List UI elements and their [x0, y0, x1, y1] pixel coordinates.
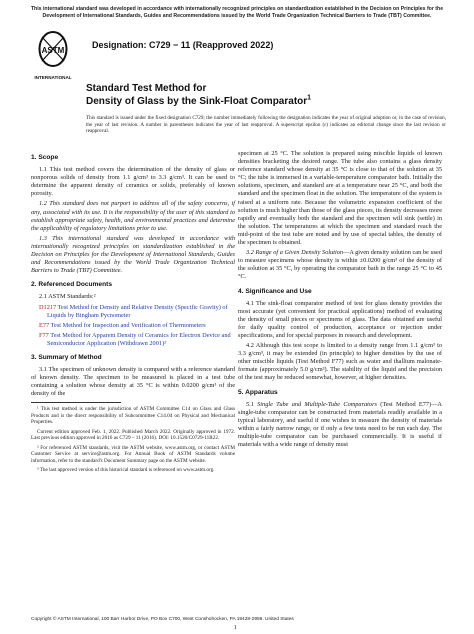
logo-subtitle: INTERNATIONAL: [34, 75, 72, 80]
reference-item[interactable]: [39, 304, 235, 320]
reference-title: Test Method for Density and Relative Density (Specific Gravity) of Liquids by Bingham Pycnometer: [47, 303, 228, 319]
page-number: 1: [234, 625, 237, 631]
tbt-notice: This international standard was developed in accordance with internationally recognized principles on standardization established in the Decision on Principles for the Development of International Standards, Guides and Recommendations issued by the World Trade Organization Technical Barriers to Trade (TBT) Committee.: [30, 6, 444, 19]
paragraph-3-1-continued: specimen at 25 °C. The solution is prepared using miscible liquids of known densities bracketing the desired range. The tube also contains a glass density reference standard whose density at 35 °C is close to that of the solution at 35 °C; the tube is immersed in a variable-temperature comparator bath. Initially the solutions, specimen, and standard are at a temperature near 25 °C, and both the standard and the specimen float in the solution. The temperature of the system is raised at a uniform rate. Because the volumetric expansion coefficient of the solution is much higher than those of the glass pieces, its density decreases more rapidly and eventually both the standard and the specimen will sink (settle) in the solution. The temperatures at which the specimen and standard reach the mid-point of the test tube are noted and by use of special tables, the density of the specimen is obtained.: [238, 150, 442, 247]
footnote-divider: [31, 402, 121, 403]
left-column: [31, 150, 235, 477]
paragraph-1-3: 1.3 This international standard was developed in accordance with internationally recognized principles on standardization established in the Decision on Principles for the Development of International Standards, Guides and Recommendations issued by the World Trade Organization Technical Barriers to Trade (TBT) Committee.: [31, 234, 235, 275]
reference-code: E77: [39, 321, 50, 329]
section-heading-scope: 1. Scope: [31, 154, 59, 161]
reference-code: F77: [39, 331, 49, 339]
paragraph-3-2-label: 3.2 Range of a Given Density Solution: [246, 249, 344, 257]
designation: Designation: C729 − 11 (Reapproved 2022): [92, 40, 274, 50]
title-footnote-mark: 1: [307, 94, 312, 102]
paragraph-1-1: 1.1 This test method covers the determination of the density of glass or nonporous solids of density from 1.1 g/cm³ to 3.3 g/cm³. It can be used to determine the apparent density of ceramics or solids, preferably of known porosity.: [31, 166, 235, 198]
right-column: [238, 150, 442, 451]
reference-title: Test Method for Apparent Density of Ceramics for Electron Device and Semiconductor Application (Withdrawn 2001)³: [47, 331, 231, 347]
paragraph-2-1: 2.1 ASTM Standards:²: [39, 293, 96, 301]
logo-text: ASTM: [41, 46, 65, 55]
paragraph-1-2: 1.2 This standard does not purport to address all of the safety concerns, if any, associated with its use. It is the responsibility of the user of this standard to establish appropriate safety, health, and environmental practices and determine the applicability of regulatory limitations prior to use.: [31, 200, 235, 232]
reference-item[interactable]: [39, 332, 235, 348]
paragraph-4-2: 4.2 Although this test scope is limited to a density range from 1.1 g/cm³ to 3.3 g/cm³, it may be extended (in principle) to higher densities by the use of other miscible liquids (Test Method F77) such as water and thallium malonate-formate (approximately 5.0 g/cm³). The stability of the liquid and the precision of the test may be reduced somewhat, however, at higher densities.: [238, 342, 442, 382]
paragraph-3-1: 3.1 The specimen of unknown density is compared with a reference standard of known density. The specimen to be measured is placed in a test tube containing a solution whose density at 35 °C is within 0.0200 g/cm³ of the density of the: [31, 366, 235, 398]
paragraph-4-1: 4.1 The sink-float comparator method of test for glass density provides the most accurate (yet convenient for practical applications) method of evaluating the density of small pieces or specimens of glass. The data obtained are useful for daily quality control of production, acceptance or rejection under specifications, and for special purposes in research and development.: [238, 299, 442, 339]
reference-item[interactable]: [39, 322, 235, 330]
footnote: ³ The last approved version of this historical standard is referenced on www.astm.org.: [37, 467, 215, 474]
title-main: Density of Glass by the Sink-Float Comparator$^1$: [86, 94, 312, 107]
paragraph-3-2-text: —A given density solution can be used to measure specimens whose density is within ±0.0200 g/cm³ of the density of the solution at 35 °C, by operating the comparator bath in the range 25 °C to 45 °C.: [238, 249, 442, 281]
section-heading-summary: 3. Summary of Method: [31, 353, 102, 361]
reference-code: D1217: [39, 303, 57, 311]
section-heading-referenced: 2. Referenced Documents: [31, 281, 112, 289]
footnote: Current edition approved Feb. 1, 2022. Published March 2022. Originally approved in 1972. Last previous edition approved in 2016 as C729 – 11 (2016). DOI: 10.1520/C0729-11R22.: [31, 428, 235, 442]
paragraph-3-2: [238, 249, 442, 281]
standard-heading: [86, 83, 416, 108]
paragraph-5-1-text: (Test Method E77)—A single-tube comparator can be constructed from materials readily available in a typical laboratory, and useful if one wishes to measure the density of materials within a fairly narrow range, or if only a few tests need to be run each day. The multiple-tube comparator can be purchased commercially. It is useful if materials with a wide range of density must: [238, 400, 442, 449]
title-label: Standard Test Method for: [86, 83, 207, 94]
footnote: ¹ This test method is under the jurisdiction of ASTM Committee C14 on Glass and Glass Products and is the direct responsibility of Subcommittee C14.04 on Physical and Mechanical Properties.: [31, 406, 235, 426]
reference-title: Test Method for Inspection and Verification of Thermometers: [50, 321, 206, 329]
issuance-statement: This standard is issued under the fixed designation C729; the number immediately following the designation indicates the year of original adoption or, in the case of revision, the year of last revision. A number in parentheses indicates the year of last reapproval. A superscript epsilon (ε) indicates an editorial change since the last revision or reapproval.: [86, 115, 446, 135]
section-heading-significance: 4. Significance and Use: [238, 287, 312, 295]
copyright-line: Copyright © ASTM International, 100 Barr Harbor Drive, PO Box C700, West Conshohocken, PA 19428-2959. United States: [31, 617, 294, 622]
paragraph-5-1-label: 5.1 Single Tube and Multiple-Tube Comparators: [246, 400, 377, 408]
section-heading-apparatus: 5. Apparatus: [238, 388, 278, 396]
astm-logo: [33, 27, 73, 89]
footnote: ² For referenced ASTM standards, visit the ASTM website, www.astm.org, or contact ASTM Customer Service at service@astm.org. For Annual Book of ASTM Standards volume information, refer to the standard's Document Summary page on the ASTM website.: [31, 444, 235, 464]
paragraph-5-1: [238, 401, 442, 450]
